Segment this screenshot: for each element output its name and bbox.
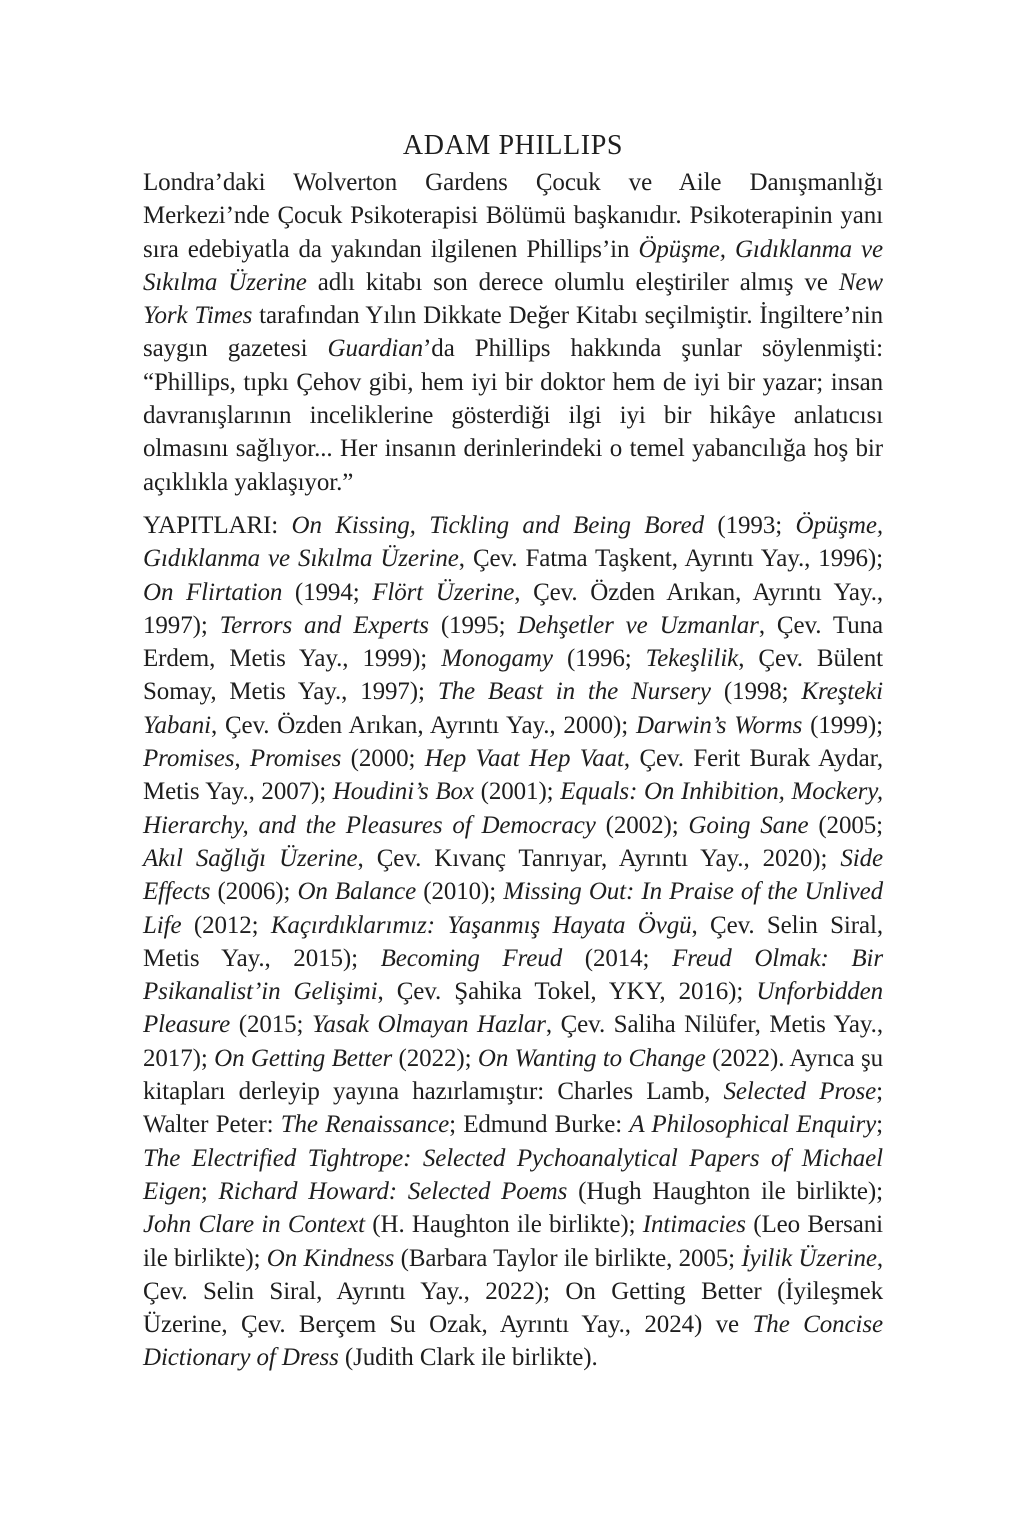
italic-title: Richard Howard: Selected Poems	[218, 1177, 568, 1205]
italic-title: Going Sane	[688, 811, 809, 839]
italic-title: The Renaissance	[280, 1111, 450, 1139]
italic-title: Missing Out: In Praise of the Unlived Life	[143, 878, 883, 939]
italic-title: Kaçırdıklarımız: Yaşanmış Hayata Övgü	[270, 911, 692, 939]
italic-title: Houdini’s Box	[332, 778, 474, 806]
italic-title: Promises, Promises	[143, 745, 342, 773]
italic-title: Dehşetler ve Uzmanlar	[517, 611, 759, 639]
italic-title: Yasak Olmayan Hazlar	[311, 1011, 546, 1039]
italic-title: New York Times	[143, 268, 884, 330]
italic-title: On Flirtation	[143, 578, 283, 606]
italic-title: Equals: On Inhibition, Mockery, Hierarchy, and the Pleasures of Democracy	[143, 778, 883, 839]
italic-title: Darwin’s Worms	[635, 711, 803, 739]
italic-title: The Electrified Tightrope: Selected Pychoanalytical Papers of Michael Eigen	[143, 1144, 883, 1205]
italic-title: Öpüşme, Gıdıklanma ve Sıkılma Üzerine	[143, 511, 883, 573]
italic-title: Kreşteki Yabani	[143, 678, 883, 739]
italic-title: On Balance	[297, 878, 417, 906]
italic-title: The Beast in the Nursery	[437, 678, 711, 706]
italic-title: John Clare in Context	[143, 1211, 365, 1239]
book-page	[143, 128, 883, 1375]
italic-title: A Philosophical Enquiry	[629, 1111, 877, 1139]
italic-title: Unforbidden Pleasure	[143, 978, 884, 1039]
italic-title: Terrors and Experts	[219, 611, 429, 639]
italic-title: İyilik Üzerine	[741, 1244, 877, 1272]
italic-title: Akıl Sağlığı Üzerine	[143, 844, 358, 872]
biography-paragraph: Londra’daki Wolverton Gardens Çocuk ve Aile Danışmanlığı Merkezi’nde Çocuk Psikoterapisi Bölümü başkanıdır. Psikoterapinin yanı sıra edebiyatla da yakından ilgilenen Phillips’in Öpüşme, Gıdıklanma ve Sıkılma Üzerine adlı kitabı son derece olumlu eleştiriler almış ve New York Times tarafından Yılın Dikkate Değer Kitabı seçilmiştir. İngiltere’nin saygın gazetesi Guardian’da Phillips hakkında şunlar söylenmişti: “Phillips, tıpkı Çehov gibi, hem iyi bir doktor hem de iyi bir yazar; insan davranışlarının inceliklerine gösterdiği ilgi iyi bir hikâye anlatıcısı olmasını sağlıyor... Her insanın derinlerindeki o temel yabancılığa hoş bir açıklıkla yaklaşıyor.”	[143, 169, 884, 496]
italic-title: Side Effects	[143, 844, 883, 906]
italic-title: Tekeşlilik	[645, 645, 739, 673]
italic-title: Hep Vaat Hep Vaat	[424, 745, 624, 773]
italic-title: Monogamy	[441, 645, 553, 673]
italic-title: Freud Olmak: Bir Psikanalist’in Gelişimi	[143, 944, 883, 1006]
italic-title: On Getting Better	[214, 1044, 393, 1072]
author-name: ADAM PHILLIPS	[402, 130, 624, 161]
italic-title: Becoming Freud	[380, 944, 563, 972]
italic-title: The Concise Dictionary of Dress	[143, 1311, 883, 1372]
italic-title: On Wanting to Change	[477, 1044, 706, 1072]
italic-title: On Kindness	[266, 1244, 395, 1272]
italic-title: Öpüşme, Gıdıklanma ve Sıkılma Üzerine	[143, 235, 883, 296]
italic-title: Guardian	[327, 335, 424, 363]
italic-title: On Kissing, Tickling and Being Bored	[291, 511, 704, 539]
italic-title: Intimacies	[642, 1211, 746, 1239]
works-paragraph: YAPITLARI: On Kissing, Tickling and Being Bored (1993; Öpüşme, Gıdıklanma ve Sıkılma Üzerine, Çev. Fatma Taşkent, Ayrıntı Yay., 1996); On Flirtation (1994; Flört Üzerine, Çev. Özden Arıkan, Ayrıntı Yay., 1997); Terrors and Experts (1995; Dehşetler ve Uzmanlar, Çev. Tuna Erdem, Metis Yay., 1999); Monogamy (1996; Tekeşlilik, Çev. Bülent Somay, Metis Yay., 1997); The Beast in the Nursery (1998; Kreşteki Yabani, Çev. Özden Arıkan, Ayrıntı Yay., 2000); Darwin’s Worms (1999); Promises, Promises (2000; Hep Vaat Hep Vaat, Çev. Ferit Burak Aydar, Metis Yay., 2007); Houdini’s Box (2001); Equals: On Inhibition, Mockery, Hierarchy, and the Pleasures of Democracy (2002); Going Sane (2005; Akıl Sağlığı Üzerine, Çev. Kıvanç Tanrıyar, Ayrıntı Yay., 2020); Side Effects (2006); On Balance (2010); Missing Out: In Praise of the Unlived Life (2012; Kaçırdıklarımız: Yaşanmış Hayata Övgü, Çev. Selin Siral, Metis Yay., 2015); Becoming Freud (2014; Freud Olmak: Bir Psikanalist’in Gelişimi, Çev. Şahika Tokel, YKY, 2016); Unforbidden Pleasure (2015; Yasak Olmayan Hazlar, Çev. Saliha Nilüfer, Metis Yay., 2017); On Getting Better (2022); On Wanting to Change (2022). Ayrıca şu kitapları derleyip yayına hazırlamıştır: Charles Lamb, Selected Prose; Walter Peter: The Renaissance; Edmund Burke: A Philosophical Enquiry; The Electrified Tightrope: Selected Pychoanalytical Papers of Michael Eigen; Richard Howard: Selected Poems (Hugh Haughton ile birlikte); John Clare in Context (H. Haughton ile birlikte); Intimacies (Leo Bersani ile birlikte); On Kindness (Barbara Taylor ile birlikte, 2005; İyilik Üzerine, Çev. Selin Siral, Ayrıntı Yay., 2022); On Getting Better (İyileşmek Üzerine, Çev. Berçem Su Ozak, Ayrıntı Yay., 2024) ve The Concise Dictionary of Dress (Judith Clark ile birlikte).	[143, 511, 884, 1372]
italic-title: Flört Üzerine	[372, 578, 515, 606]
italic-title: Selected Prose	[723, 1078, 877, 1106]
